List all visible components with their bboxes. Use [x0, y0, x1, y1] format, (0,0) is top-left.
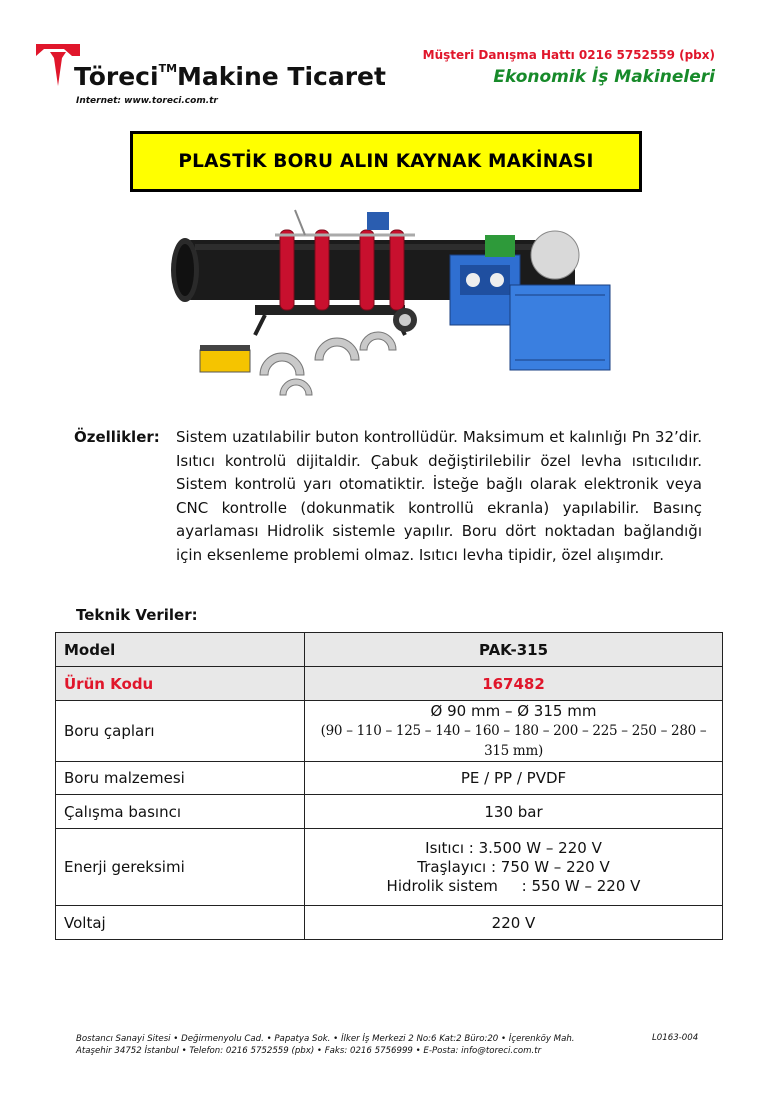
model-label: Model [56, 633, 305, 667]
footer-line-1: Bostancı Sanayi Sitesi • Değirmenyolu Cad. • Papatya Sok. • İlker İş Merkezi 2 No:6 Kat:2 Büro:20 • İçerenköy Mah. [76, 1034, 575, 1044]
energy-hydraulic: Hidrolik sistem : 550 W – 220 V [386, 876, 641, 895]
technical-data-label: Teknik Veriler: [76, 606, 198, 624]
product-code-value: 167482 [305, 667, 723, 701]
table-row [56, 906, 723, 940]
features-text: Sistem uzatılabilir buton kontrollüdür. Maksimum et kalınlığı Pn 32’dir. Isıtıcı kontrolü dijitaldir. Çabuk değiştirilebilir özel levha ısıtıcılıdır. Sistem kontrolü yarı otomatiktir. İsteğe bağlı olarak elektronik veya CNC kontrolle (dokunmatik kontrollü ekranla) yapılabilir. Basınç ayarlaması Hidrolik sistemle yapılır. Boru dört noktadan bağlandığı için eksenleme problemi olmaz. Isıtıcı levha tipidir, özel alışımdır. [176, 428, 702, 564]
table-row [56, 795, 723, 829]
footer-address [76, 1033, 575, 1057]
voltage-label: Voltaj [56, 906, 305, 940]
pipe-material-value: PE / PP / PVDF [305, 762, 723, 795]
working-pressure-label: Çalışma basıncı [56, 795, 305, 829]
working-pressure-value: 130 bar [305, 795, 723, 829]
energy-requirement-value [305, 829, 723, 906]
pipe-diameter-list: (90 – 110 – 125 – 140 – 160 – 180 – 200 – 225 – 250 – 280 – 315 mm) [320, 723, 707, 759]
document-number: L0163-004 [652, 1033, 699, 1043]
energy-trimmer: Traşlayıcı : 750 W – 220 V [417, 857, 610, 876]
features-label: Özellikler: [74, 428, 160, 446]
customer-hotline: Müşteri Danışma Hattı 0216 5752559 (pbx) [422, 48, 715, 62]
energy-heater: Isıtıcı : 3.500 W – 220 V [425, 838, 602, 857]
pipe-diameters-label: Boru çapları [56, 701, 305, 762]
voltage-value: 220 V [305, 906, 723, 940]
pipe-material-label: Boru malzemesi [56, 762, 305, 795]
table-row [56, 667, 723, 701]
product-code-label: Ürün Kodu [56, 667, 305, 701]
spec-table [55, 632, 723, 940]
machine-photo [155, 200, 620, 408]
product-title-box [130, 131, 642, 192]
table-row [56, 829, 723, 906]
pipe-diameter-range: Ø 90 mm – Ø 315 mm [430, 702, 597, 720]
table-row [56, 762, 723, 795]
table-row [56, 633, 723, 667]
model-value: PAK-315 [305, 633, 723, 667]
pipe-diameters-value [305, 701, 723, 762]
website-link[interactable]: Internet: www.toreci.com.tr [76, 96, 218, 106]
table-row [56, 701, 723, 762]
energy-requirement-label: Enerji gereksimi [56, 829, 305, 906]
product-title: PLASTİK BORU ALIN KAYNAK MAKİNASI [178, 151, 594, 172]
footer-line-2: Ataşehir 34752 İstanbul • Telefon: 0216 5752559 (pbx) • Faks: 0216 5756999 • E-Posta: info@toreci.com.tr [76, 1046, 542, 1056]
brand-name: Töreci™Makine Ticaret [74, 62, 386, 91]
company-slogan: Ekonomik İş Makineleri [493, 67, 715, 87]
